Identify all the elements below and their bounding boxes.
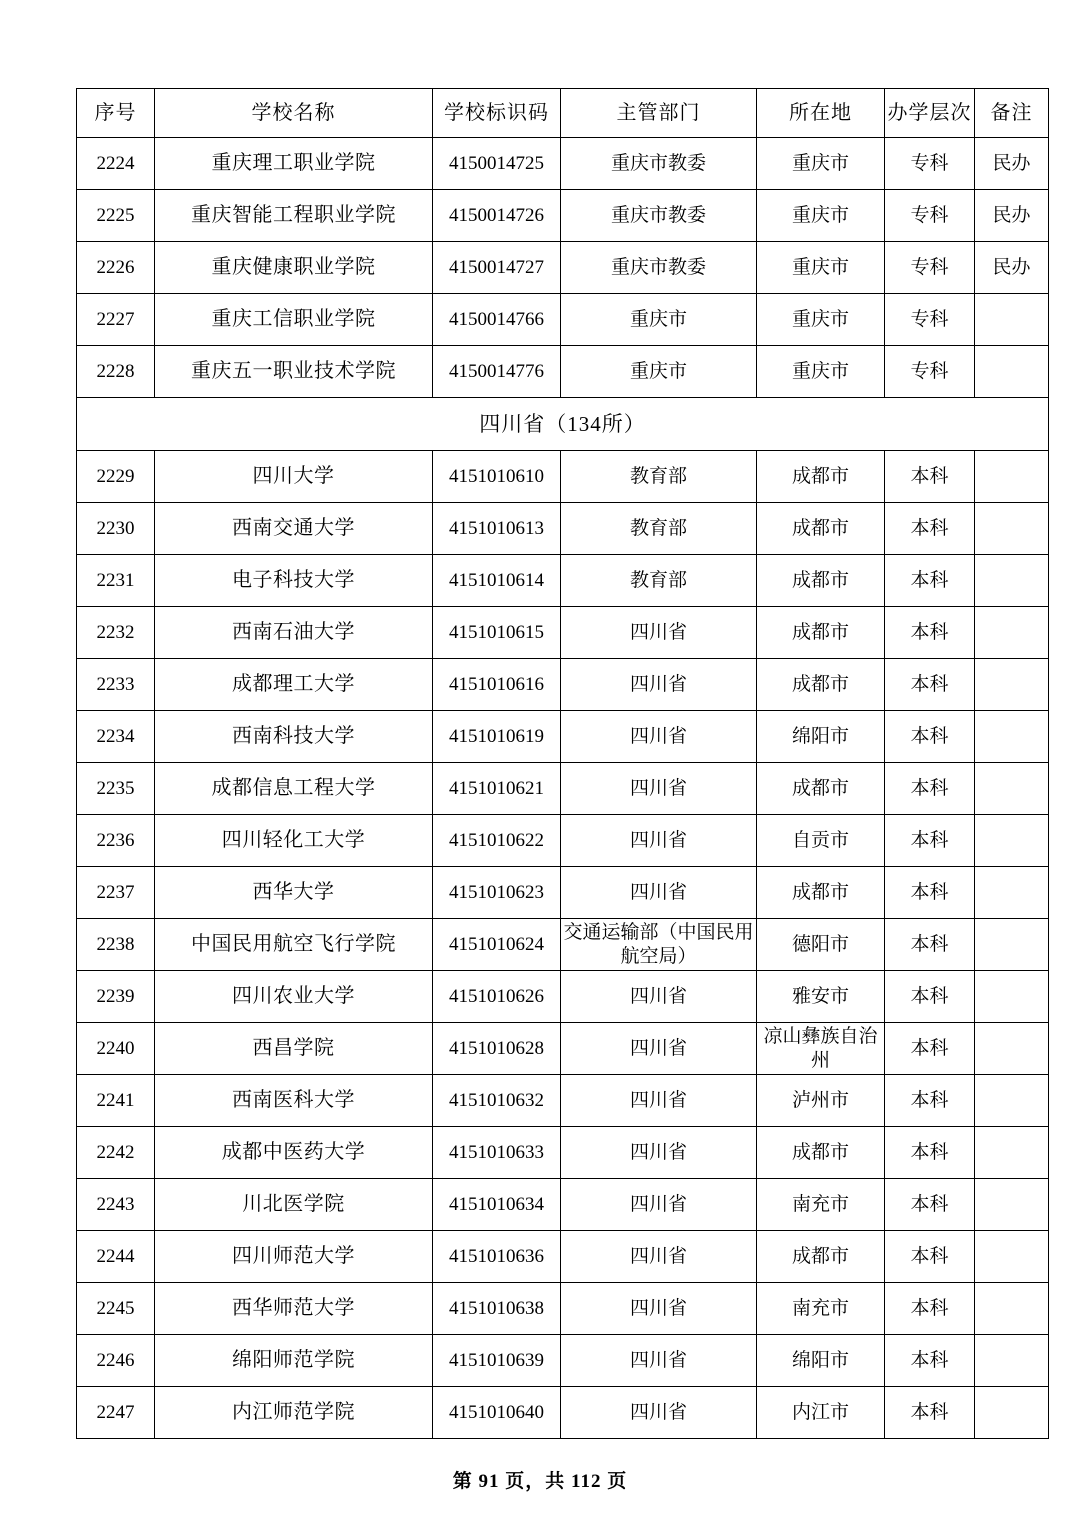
school-list-table (76, 88, 1049, 1439)
cell-school-name: 四川大学 (155, 451, 433, 503)
cell-note: 民办 (975, 242, 1049, 294)
cell-location: 成都市 (757, 1231, 885, 1283)
cell-department: 四川省 (561, 1231, 757, 1283)
cell-level: 本科 (885, 1179, 975, 1231)
table-row (77, 1335, 1049, 1387)
cell-department: 四川省 (561, 659, 757, 711)
cell-location: 德阳市 (757, 919, 885, 971)
table-header-row (77, 89, 1049, 138)
cell-seq: 2227 (77, 294, 155, 346)
table-row (77, 346, 1049, 398)
table-row (77, 867, 1049, 919)
cell-note (975, 1023, 1049, 1075)
cell-note (975, 1283, 1049, 1335)
cell-school-code: 4151010626 (433, 971, 561, 1023)
cell-note (975, 971, 1049, 1023)
table-row (77, 190, 1049, 242)
cell-school-name: 西华大学 (155, 867, 433, 919)
cell-department: 重庆市 (561, 294, 757, 346)
cell-school-code: 4150014776 (433, 346, 561, 398)
cell-school-code: 4151010638 (433, 1283, 561, 1335)
cell-location: 南充市 (757, 1283, 885, 1335)
cell-school-name: 成都中医药大学 (155, 1127, 433, 1179)
cell-seq: 2230 (77, 503, 155, 555)
cell-note (975, 1179, 1049, 1231)
cell-seq: 2228 (77, 346, 155, 398)
cell-school-code: 4151010640 (433, 1387, 561, 1439)
column-header-location: 所在地 (757, 89, 885, 138)
cell-school-name: 四川轻化工大学 (155, 815, 433, 867)
cell-seq: 2238 (77, 919, 155, 971)
cell-seq: 2224 (77, 138, 155, 190)
cell-location: 成都市 (757, 867, 885, 919)
cell-note: 民办 (975, 138, 1049, 190)
cell-department: 四川省 (561, 1023, 757, 1075)
cell-location: 自贡市 (757, 815, 885, 867)
cell-school-code: 4151010632 (433, 1075, 561, 1127)
page-footer: 第 91 页，共 112 页 (452, 1471, 628, 1492)
cell-level: 本科 (885, 1335, 975, 1387)
table-row (77, 1387, 1049, 1439)
column-header-dept: 主管部门 (561, 89, 757, 138)
cell-seq: 2237 (77, 867, 155, 919)
table-row (77, 1127, 1049, 1179)
table-row (77, 659, 1049, 711)
cell-school-name: 西南医科大学 (155, 1075, 433, 1127)
cell-location: 成都市 (757, 555, 885, 607)
cell-school-name: 西南石油大学 (155, 607, 433, 659)
cell-school-name: 重庆工信职业学院 (155, 294, 433, 346)
table-row (77, 451, 1049, 503)
cell-level: 本科 (885, 867, 975, 919)
cell-level: 本科 (885, 1231, 975, 1283)
cell-note (975, 1127, 1049, 1179)
cell-note (975, 1335, 1049, 1387)
cell-note (975, 346, 1049, 398)
cell-seq: 2226 (77, 242, 155, 294)
cell-level: 本科 (885, 659, 975, 711)
cell-level: 本科 (885, 1283, 975, 1335)
cell-school-code: 4151010633 (433, 1127, 561, 1179)
table-row (77, 763, 1049, 815)
table-row (77, 555, 1049, 607)
cell-department: 重庆市教委 (561, 242, 757, 294)
cell-department: 教育部 (561, 451, 757, 503)
cell-seq: 2231 (77, 555, 155, 607)
cell-location: 成都市 (757, 763, 885, 815)
table-row (77, 294, 1049, 346)
cell-seq: 2242 (77, 1127, 155, 1179)
cell-department: 教育部 (561, 503, 757, 555)
cell-department: 四川省 (561, 1387, 757, 1439)
cell-department: 四川省 (561, 1075, 757, 1127)
table-header (77, 89, 1049, 138)
cell-location: 绵阳市 (757, 1335, 885, 1387)
cell-note (975, 451, 1049, 503)
cell-school-name: 内江师范学院 (155, 1387, 433, 1439)
cell-note (975, 294, 1049, 346)
cell-level: 本科 (885, 763, 975, 815)
cell-level: 本科 (885, 607, 975, 659)
cell-location: 重庆市 (757, 242, 885, 294)
column-header-seq: 序号 (77, 89, 155, 138)
cell-school-code: 4151010613 (433, 503, 561, 555)
cell-note (975, 1231, 1049, 1283)
cell-location: 重庆市 (757, 346, 885, 398)
table-row (77, 711, 1049, 763)
cell-note (975, 503, 1049, 555)
cell-department: 重庆市 (561, 346, 757, 398)
cell-location: 成都市 (757, 659, 885, 711)
cell-seq: 2229 (77, 451, 155, 503)
cell-school-name: 西南交通大学 (155, 503, 433, 555)
cell-location: 凉山彝族自治州 (757, 1023, 885, 1075)
province-heading-row (77, 398, 1049, 451)
column-header-note: 备注 (975, 89, 1049, 138)
cell-school-name: 重庆健康职业学院 (155, 242, 433, 294)
cell-seq: 2225 (77, 190, 155, 242)
cell-department: 交通运输部（中国民用航空局） (561, 919, 757, 971)
cell-location: 绵阳市 (757, 711, 885, 763)
cell-school-code: 4151010615 (433, 607, 561, 659)
cell-note (975, 711, 1049, 763)
cell-school-name: 重庆理工职业学院 (155, 138, 433, 190)
cell-school-code: 4151010639 (433, 1335, 561, 1387)
cell-school-code: 4150014725 (433, 138, 561, 190)
cell-department: 四川省 (561, 1179, 757, 1231)
cell-school-code: 4150014766 (433, 294, 561, 346)
cell-level: 本科 (885, 1387, 975, 1439)
cell-school-code: 4151010610 (433, 451, 561, 503)
cell-note (975, 763, 1049, 815)
cell-school-code: 4151010621 (433, 763, 561, 815)
cell-school-name: 西南科技大学 (155, 711, 433, 763)
cell-school-code: 4151010636 (433, 1231, 561, 1283)
cell-level: 专科 (885, 242, 975, 294)
cell-location: 泸州市 (757, 1075, 885, 1127)
cell-location: 成都市 (757, 451, 885, 503)
cell-level: 专科 (885, 346, 975, 398)
cell-school-code: 4150014726 (433, 190, 561, 242)
cell-seq: 2243 (77, 1179, 155, 1231)
cell-seq: 2235 (77, 763, 155, 815)
table-row (77, 919, 1049, 971)
cell-department: 教育部 (561, 555, 757, 607)
table-row (77, 815, 1049, 867)
province-label: 四川省（134所） (77, 398, 1049, 451)
cell-location: 成都市 (757, 607, 885, 659)
cell-level: 本科 (885, 919, 975, 971)
cell-location: 雅安市 (757, 971, 885, 1023)
cell-seq: 2233 (77, 659, 155, 711)
cell-note (975, 867, 1049, 919)
table-row (77, 1075, 1049, 1127)
cell-school-name: 川北医学院 (155, 1179, 433, 1231)
cell-school-code: 4151010622 (433, 815, 561, 867)
cell-school-name: 成都信息工程大学 (155, 763, 433, 815)
cell-level: 专科 (885, 138, 975, 190)
cell-school-name: 西昌学院 (155, 1023, 433, 1075)
cell-location: 重庆市 (757, 138, 885, 190)
cell-level: 专科 (885, 294, 975, 346)
cell-school-name: 重庆智能工程职业学院 (155, 190, 433, 242)
cell-note (975, 1387, 1049, 1439)
cell-level: 本科 (885, 971, 975, 1023)
table-row (77, 607, 1049, 659)
cell-seq: 2246 (77, 1335, 155, 1387)
cell-location: 南充市 (757, 1179, 885, 1231)
cell-department: 重庆市教委 (561, 138, 757, 190)
cell-school-code: 4151010616 (433, 659, 561, 711)
cell-level: 本科 (885, 1127, 975, 1179)
cell-level: 本科 (885, 711, 975, 763)
cell-school-code: 4151010614 (433, 555, 561, 607)
cell-school-name: 中国民用航空飞行学院 (155, 919, 433, 971)
cell-note (975, 1075, 1049, 1127)
cell-location: 重庆市 (757, 190, 885, 242)
cell-department: 四川省 (561, 607, 757, 659)
cell-school-code: 4151010628 (433, 1023, 561, 1075)
cell-school-code: 4151010619 (433, 711, 561, 763)
cell-school-name: 绵阳师范学院 (155, 1335, 433, 1387)
cell-department: 四川省 (561, 711, 757, 763)
cell-location: 内江市 (757, 1387, 885, 1439)
cell-level: 本科 (885, 451, 975, 503)
table-row (77, 1023, 1049, 1075)
cell-school-code: 4151010624 (433, 919, 561, 971)
cell-seq: 2236 (77, 815, 155, 867)
cell-level: 本科 (885, 555, 975, 607)
cell-department: 四川省 (561, 867, 757, 919)
table-row (77, 138, 1049, 190)
table-row (77, 1231, 1049, 1283)
cell-school-name: 四川师范大学 (155, 1231, 433, 1283)
table-row (77, 1179, 1049, 1231)
cell-level: 专科 (885, 190, 975, 242)
cell-seq: 2239 (77, 971, 155, 1023)
cell-seq: 2247 (77, 1387, 155, 1439)
cell-level: 本科 (885, 1075, 975, 1127)
cell-department: 四川省 (561, 815, 757, 867)
cell-seq: 2241 (77, 1075, 155, 1127)
cell-note (975, 555, 1049, 607)
table-row (77, 971, 1049, 1023)
cell-school-name: 四川农业大学 (155, 971, 433, 1023)
cell-note (975, 815, 1049, 867)
cell-level: 本科 (885, 503, 975, 555)
cell-department: 四川省 (561, 971, 757, 1023)
cell-note (975, 919, 1049, 971)
cell-level: 本科 (885, 815, 975, 867)
cell-school-name: 重庆五一职业技术学院 (155, 346, 433, 398)
cell-department: 四川省 (561, 1283, 757, 1335)
cell-location: 重庆市 (757, 294, 885, 346)
cell-note: 民办 (975, 190, 1049, 242)
column-header-name: 学校名称 (155, 89, 433, 138)
cell-school-code: 4151010634 (433, 1179, 561, 1231)
column-header-code: 学校标识码 (433, 89, 561, 138)
cell-department: 四川省 (561, 1335, 757, 1387)
cell-seq: 2244 (77, 1231, 155, 1283)
cell-location: 成都市 (757, 1127, 885, 1179)
cell-level: 本科 (885, 1023, 975, 1075)
cell-school-name: 西华师范大学 (155, 1283, 433, 1335)
cell-department: 四川省 (561, 763, 757, 815)
cell-school-name: 电子科技大学 (155, 555, 433, 607)
cell-note (975, 659, 1049, 711)
cell-department: 四川省 (561, 1127, 757, 1179)
table-row (77, 503, 1049, 555)
cell-seq: 2245 (77, 1283, 155, 1335)
cell-school-name: 成都理工大学 (155, 659, 433, 711)
column-header-level: 办学层次 (885, 89, 975, 138)
cell-seq: 2240 (77, 1023, 155, 1075)
cell-location: 成都市 (757, 503, 885, 555)
cell-seq: 2232 (77, 607, 155, 659)
cell-school-code: 4151010623 (433, 867, 561, 919)
table-row (77, 1283, 1049, 1335)
cell-seq: 2234 (77, 711, 155, 763)
cell-school-code: 4150014727 (433, 242, 561, 294)
table-body (77, 138, 1049, 1439)
cell-department: 重庆市教委 (561, 190, 757, 242)
table-row (77, 242, 1049, 294)
cell-note (975, 607, 1049, 659)
